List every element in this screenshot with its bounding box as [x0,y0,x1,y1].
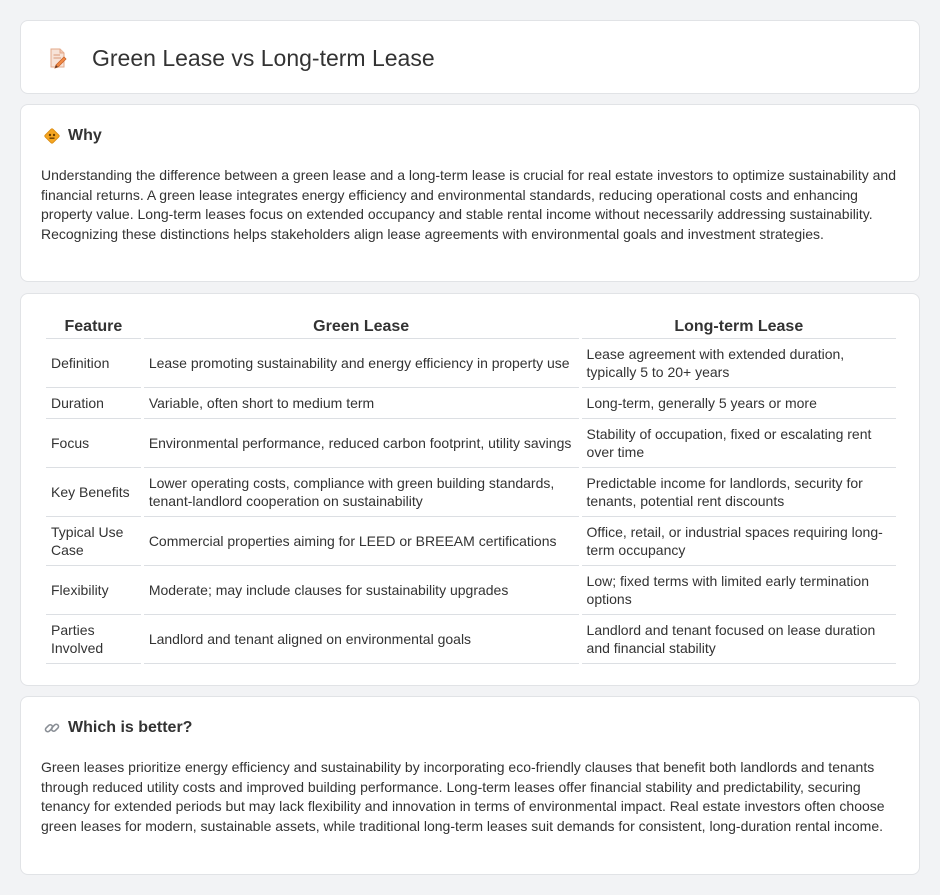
long-term-lease-cell: Stability of occupation, fixed or escalating rent over time [582,419,896,468]
why-title: Why [68,127,102,144]
table-row [46,468,896,517]
green-lease-cell: Environmental performance, reduced carbon footprint, utility savings [144,419,579,468]
comparison-table [43,316,899,664]
feature-cell: Typical Use Case [46,517,141,566]
green-lease-cell: Lease promoting sustainability and energy efficiency in property use [144,339,579,388]
better-body: Green leases prioritize energy efficiency and sustainability by incorporating eco-friendly clauses that benefit both landlords and tenants through reduced utility costs and improved building performance. Long-term leases offer financial stability and predictability, securing tenancy for extended periods but may lack flexibility and innovation in terms of environmental impact. Real estate investors often choose green leases for modern, sustainable assets, while traditional long-term leases suit demands for consistent, long-duration rental income. [41,759,885,834]
header-card [20,20,920,94]
link-icon [43,719,61,737]
header-long-term-lease: Long-term Lease [582,316,896,339]
feature-cell: Definition [46,339,141,388]
long-term-lease-cell: Low; fixed terms with limited early termination options [582,566,896,615]
green-lease-cell: Landlord and tenant aligned on environmental goals [144,615,579,664]
long-term-lease-cell: Long-term, generally 5 years or more [582,388,896,419]
table-row [46,419,896,468]
comparison-card [20,293,920,686]
header-green-lease: Green Lease [144,316,579,339]
long-term-lease-cell: Lease agreement with extended duration, typically 5 to 20+ years [582,339,896,388]
green-lease-cell: Commercial properties aiming for LEED or BREEAM certifications [144,517,579,566]
better-heading [43,719,192,737]
table-row [46,517,896,566]
better-title: Which is better? [68,719,193,736]
table-row [46,615,896,664]
header-feature: Feature [46,316,141,339]
why-section [20,104,920,282]
page-title: Green Lease vs Long-term Lease [92,45,435,71]
why-body: Understanding the difference between a green lease and a long-term lease is crucial for real estate investors to optimize sustainability and financial returns. A green lease integrates energy efficiency and environmental standards, reducing operational costs and enhancing property value. Long-term leases focus on extended occupancy and stable rental income without necessarily addressing sustainability. Recognizing these distinctions helps stakeholders align lease agreements with environmental goals and investment strategies. [41,167,897,242]
why-heading [43,127,102,145]
feature-cell: Parties Involved [46,615,141,664]
feature-cell: Flexibility [46,566,141,615]
long-term-lease-cell: Landlord and tenant focused on lease duration and financial stability [582,615,896,664]
feature-cell: Key Benefits [46,468,141,517]
diamond-sign-icon [43,127,61,145]
long-term-lease-cell: Predictable income for landlords, security for tenants, potential rent discounts [582,468,896,517]
table-row [46,339,896,388]
long-term-lease-cell: Office, retail, or industrial spaces requiring long-term occupancy [582,517,896,566]
feature-cell: Duration [46,388,141,419]
document-pencil-icon [47,47,69,69]
green-lease-cell: Lower operating costs, compliance with green building standards, tenant-landlord cooperation on sustainability [144,468,579,517]
table-row [46,388,896,419]
table-row [46,566,896,615]
green-lease-cell: Moderate; may include clauses for sustainability upgrades [144,566,579,615]
which-is-better-section [20,696,920,875]
green-lease-cell: Variable, often short to medium term [144,388,579,419]
table-header-row [46,316,896,339]
feature-cell: Focus [46,419,141,468]
